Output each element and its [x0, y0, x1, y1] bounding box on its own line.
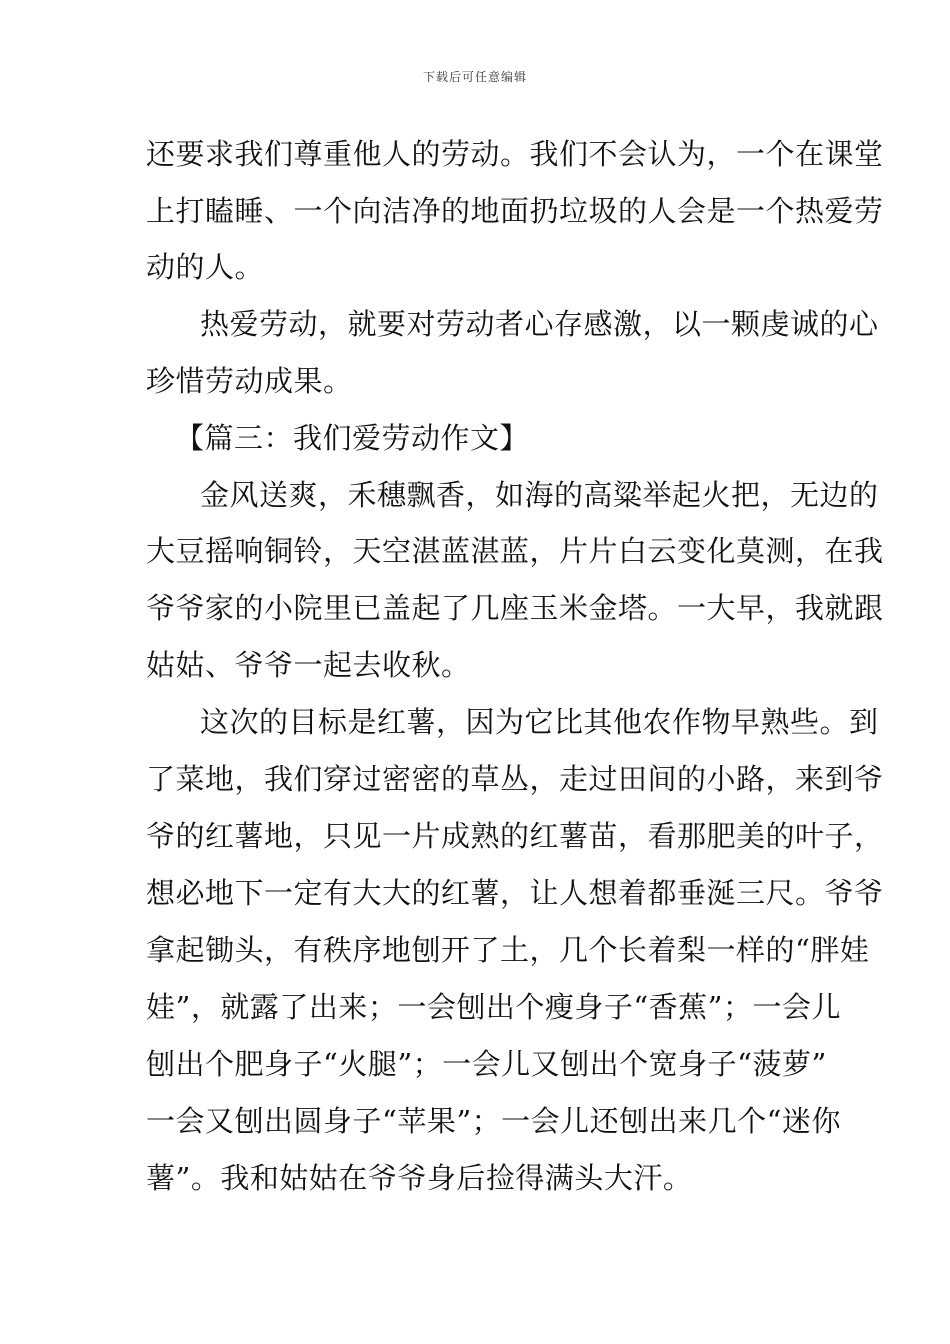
text-line: 大豆摇响铜铃，天空湛蓝湛蓝，片片白云变化莫测，在我: [146, 534, 884, 568]
text-line: 动的人。: [146, 250, 265, 284]
text-line: 娃”，就露了出来；一会刨出个瘦身子“香蕉”；一会儿: [146, 990, 841, 1024]
text-line: 薯”。我和姑姑在爷爷身后捡得满头大汗。: [146, 1161, 693, 1195]
text-line: 爷爷家的小院里已盖起了几座玉米金塔。一大早，我就跟: [146, 591, 884, 625]
text-line: 热爱劳动，就要对劳动者心存感激，以一颗虔诚的心: [200, 307, 879, 341]
text-line: 一会又刨出圆身子“苹果”；一会儿还刨出来几个“迷你: [146, 1104, 841, 1138]
text-line: 珍惜劳动成果。: [146, 364, 353, 398]
text-line: 刨出个肥身子“火腿”；一会儿又刨出个宽身子“菠萝”: [146, 1047, 827, 1081]
text-line: 还要求我们尊重他人的劳动。我们不会认为，一个在课堂: [146, 137, 884, 171]
header-note: 下载后可任意编辑: [422, 70, 527, 84]
text-line: 拿起锄头，有秩序地刨开了土，几个长着梨一样的“胖娃: [146, 933, 870, 967]
text-line: 爷的红薯地，只见一片成熟的红薯苗，看那肥美的叶子，: [146, 819, 884, 853]
text-line: 这次的目标是红薯，因为它比其他农作物早熟些。到: [200, 705, 879, 739]
text-line: 了菜地，我们穿过密密的草丛，走过田间的小路，来到爷: [146, 762, 884, 796]
text-line: 上打瞌睡、一个向洁净的地面扔垃圾的人会是一个热爱劳: [146, 194, 884, 228]
text-line: 姑姑、爷爷一起去收秋。: [146, 648, 471, 682]
text-line: 想必地下一定有大大的红薯，让人想着都垂涎三尺。爷爷: [146, 876, 884, 910]
text-line: 金风送爽，禾穗飘香，如海的高粱举起火把，无边的: [200, 478, 879, 512]
section-heading: 【篇三：我们爱劳动作文】: [175, 421, 530, 455]
